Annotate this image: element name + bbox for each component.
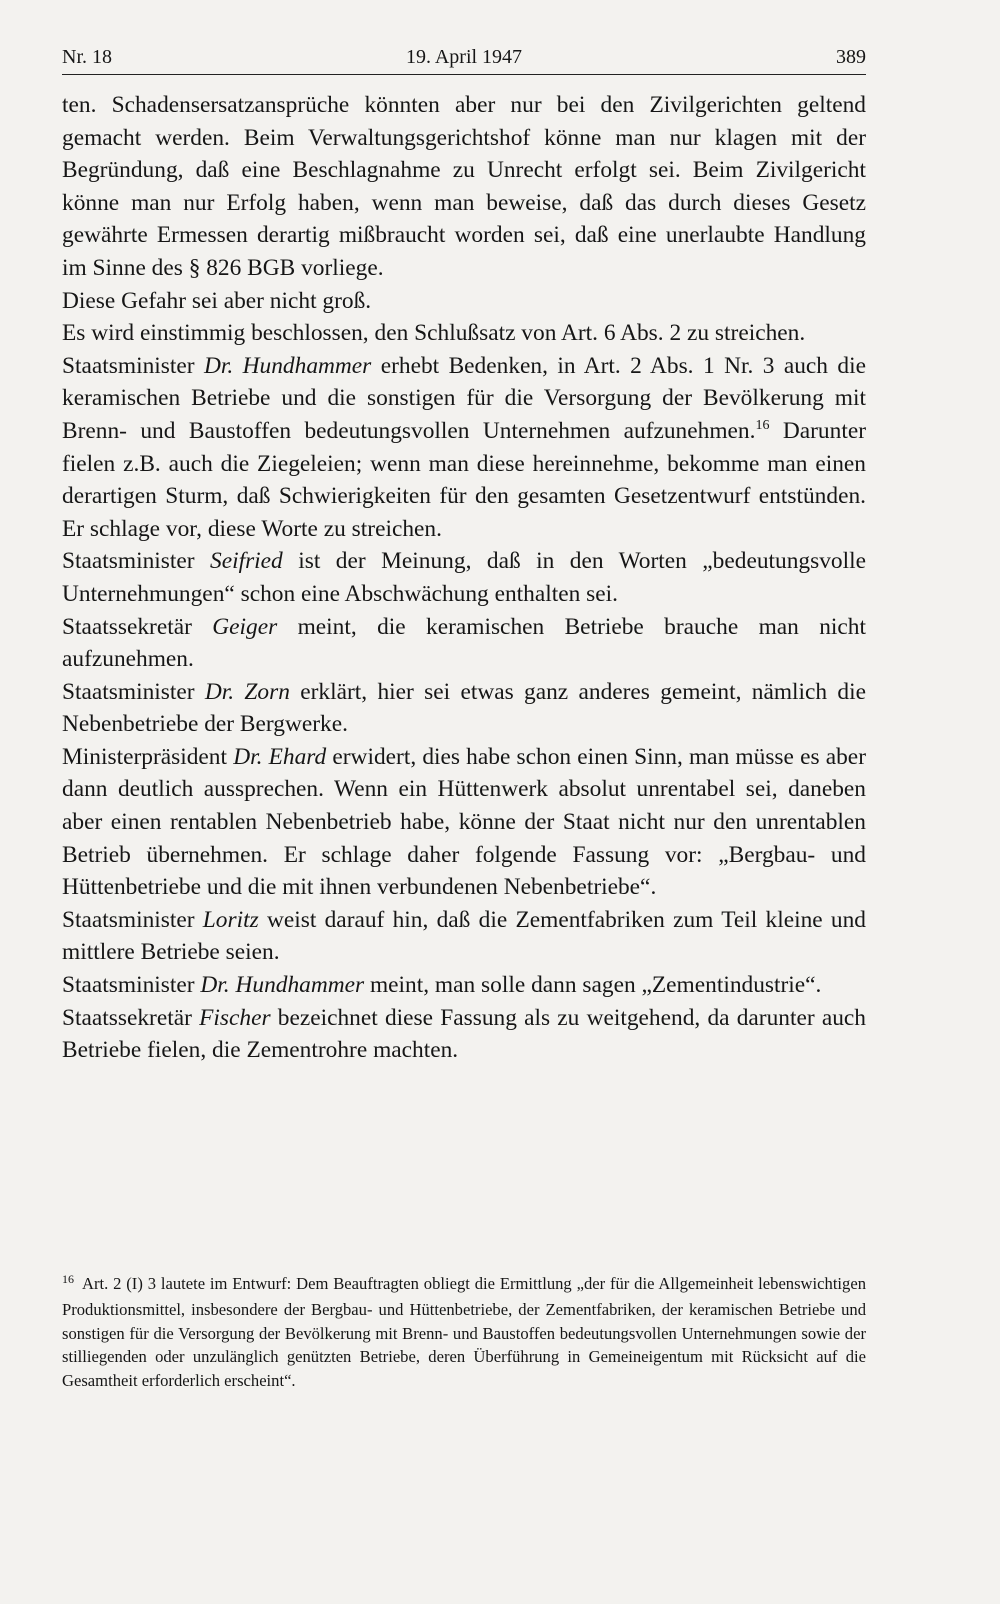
speaker-name: Fischer <box>199 1004 271 1031</box>
speaker-name: Dr. Ehard <box>233 743 327 770</box>
paragraph: ten. Schadensersatzansprüche könnten aber nur bei den Zivilgerichten geltend gemacht werden. Beim Verwaltungsgerichtshof könne man nur klagen mit der Begründung, daß eine Beschlagnahme zu Unrecht erfolgt sei. Beim Zivilgericht könne man nur Erfolg haben, wenn man beweise, daß das durch dieses Gesetz gewährte Ermessen derartig mißbraucht worden sei, daß eine unerlaubte Handlung im Sinne des § 826 BGB vorliege. <box>62 92 866 281</box>
paragraph: Diese Gefahr sei aber nicht groß. <box>62 287 372 314</box>
footnote-reference[interactable]: 16 <box>755 417 770 433</box>
footnotes <box>62 1272 866 1393</box>
running-header <box>62 40 866 75</box>
speaker-name: Seifried <box>210 548 283 575</box>
speaker-name: Dr. Zorn <box>204 678 290 705</box>
speaker-name: Dr. Hundhammer <box>200 972 365 999</box>
body-text <box>62 89 866 1067</box>
header-date: 19. April 1947 <box>405 46 523 68</box>
page-number: 389 <box>836 46 866 68</box>
speaker-name: Dr. Hundhammer <box>203 352 372 379</box>
paragraph: Staatsminister Loritz weist darauf hin, daß die Zementfabriken zum Teil kleine und mittlere Betriebe seien. <box>62 906 866 966</box>
paragraph: Staatsminister Dr. Hundhammer erhebt Bedenken, in Art. 2 Abs. 1 Nr. 3 auch die keramischen Betriebe und die sonstigen für die Versorgung der Bevölkerung mit Brenn- und Baustoffen bedeutungsvollen Unternehmen aufzunehmen.$^{16}$ Darunter fielen z.B. auch die Ziegeleien; wenn man diese hereinnehme, bekomme man einen derartigen Sturm, daß Schwierigkeiten für den gesamten Gesetzentwurf entstünden. Er schlage vor, diese Worte zu streichen. <box>62 352 867 542</box>
speaker-name: Geiger <box>212 613 278 640</box>
issue-number: Nr. 18 <box>62 46 112 68</box>
speaker-name: Loritz <box>202 906 259 933</box>
paragraph: Staatsminister Dr. Zorn erklärt, hier sei etwas ganz anderes gemeint, nämlich die Nebenbetriebe der Bergwerke. <box>62 678 866 738</box>
paragraph: Staatsminister Dr. Hundhammer meint, man solle dann sagen „Zementindustrie“. <box>62 972 822 999</box>
footnote-text: Art. 2 (I) 3 lautete im Entwurf: Dem Beauftragten obliegt die Ermittlung „der für die Allgemeinheit lebenswichtigen Produktionsmittel, insbesondere der Bergbau- und Hüttenbetriebe, der Zementfabriken, der keramischen Betriebe und sonstigen für die Versorgung der Bevölkerung mit Brenn- und Baustoffen bedeutungsvollen Unternehmungen sowie der stilliegenden oder unzulänglich genützten Betriebe, deren Überführung in Gemeineigentum mit Rücksicht auf die Gesamtheit erforderlich erscheint“. <box>62 1274 866 1391</box>
paragraph: Ministerpräsident Dr. Ehard erwidert, dies habe schon einen Sinn, man müsse es aber dann deutlich aussprechen. Wenn ein Hüttenwerk absolut unrentabel sei, daneben aber einen rentablen Nebenbetrieb habe, könne der Staat nicht nur den unrentablen Betrieb übernehmen. Er schlage daher folgende Fassung vor: „Bergbau- und Hüttenbetriebe und die mit ihnen verbundenen Nebenbetriebe“. <box>62 743 866 901</box>
paragraph: Staatsminister Seifried ist der Meinung, daß in den Worten „bedeutungsvolle Unternehmungen“ schon eine Abschwächung enthalten sei. <box>62 548 866 607</box>
footnote <box>62 1272 866 1393</box>
footnote-number: 16 <box>62 1272 74 1286</box>
paragraph: Es wird einstimmig beschlossen, den Schlußsatz von Art. 6 Abs. 2 zu streichen. <box>62 320 806 347</box>
paragraph: Staatssekretär Fischer bezeichnet diese Fassung als zu weitgehend, da darunter auch Betriebe fielen, die Zementrohre machten. <box>62 1004 867 1064</box>
document-page <box>62 40 867 1391</box>
paragraph: Staatssekretär Geiger meint, die keramischen Betriebe brauche man nicht aufzunehmen. <box>62 613 866 673</box>
